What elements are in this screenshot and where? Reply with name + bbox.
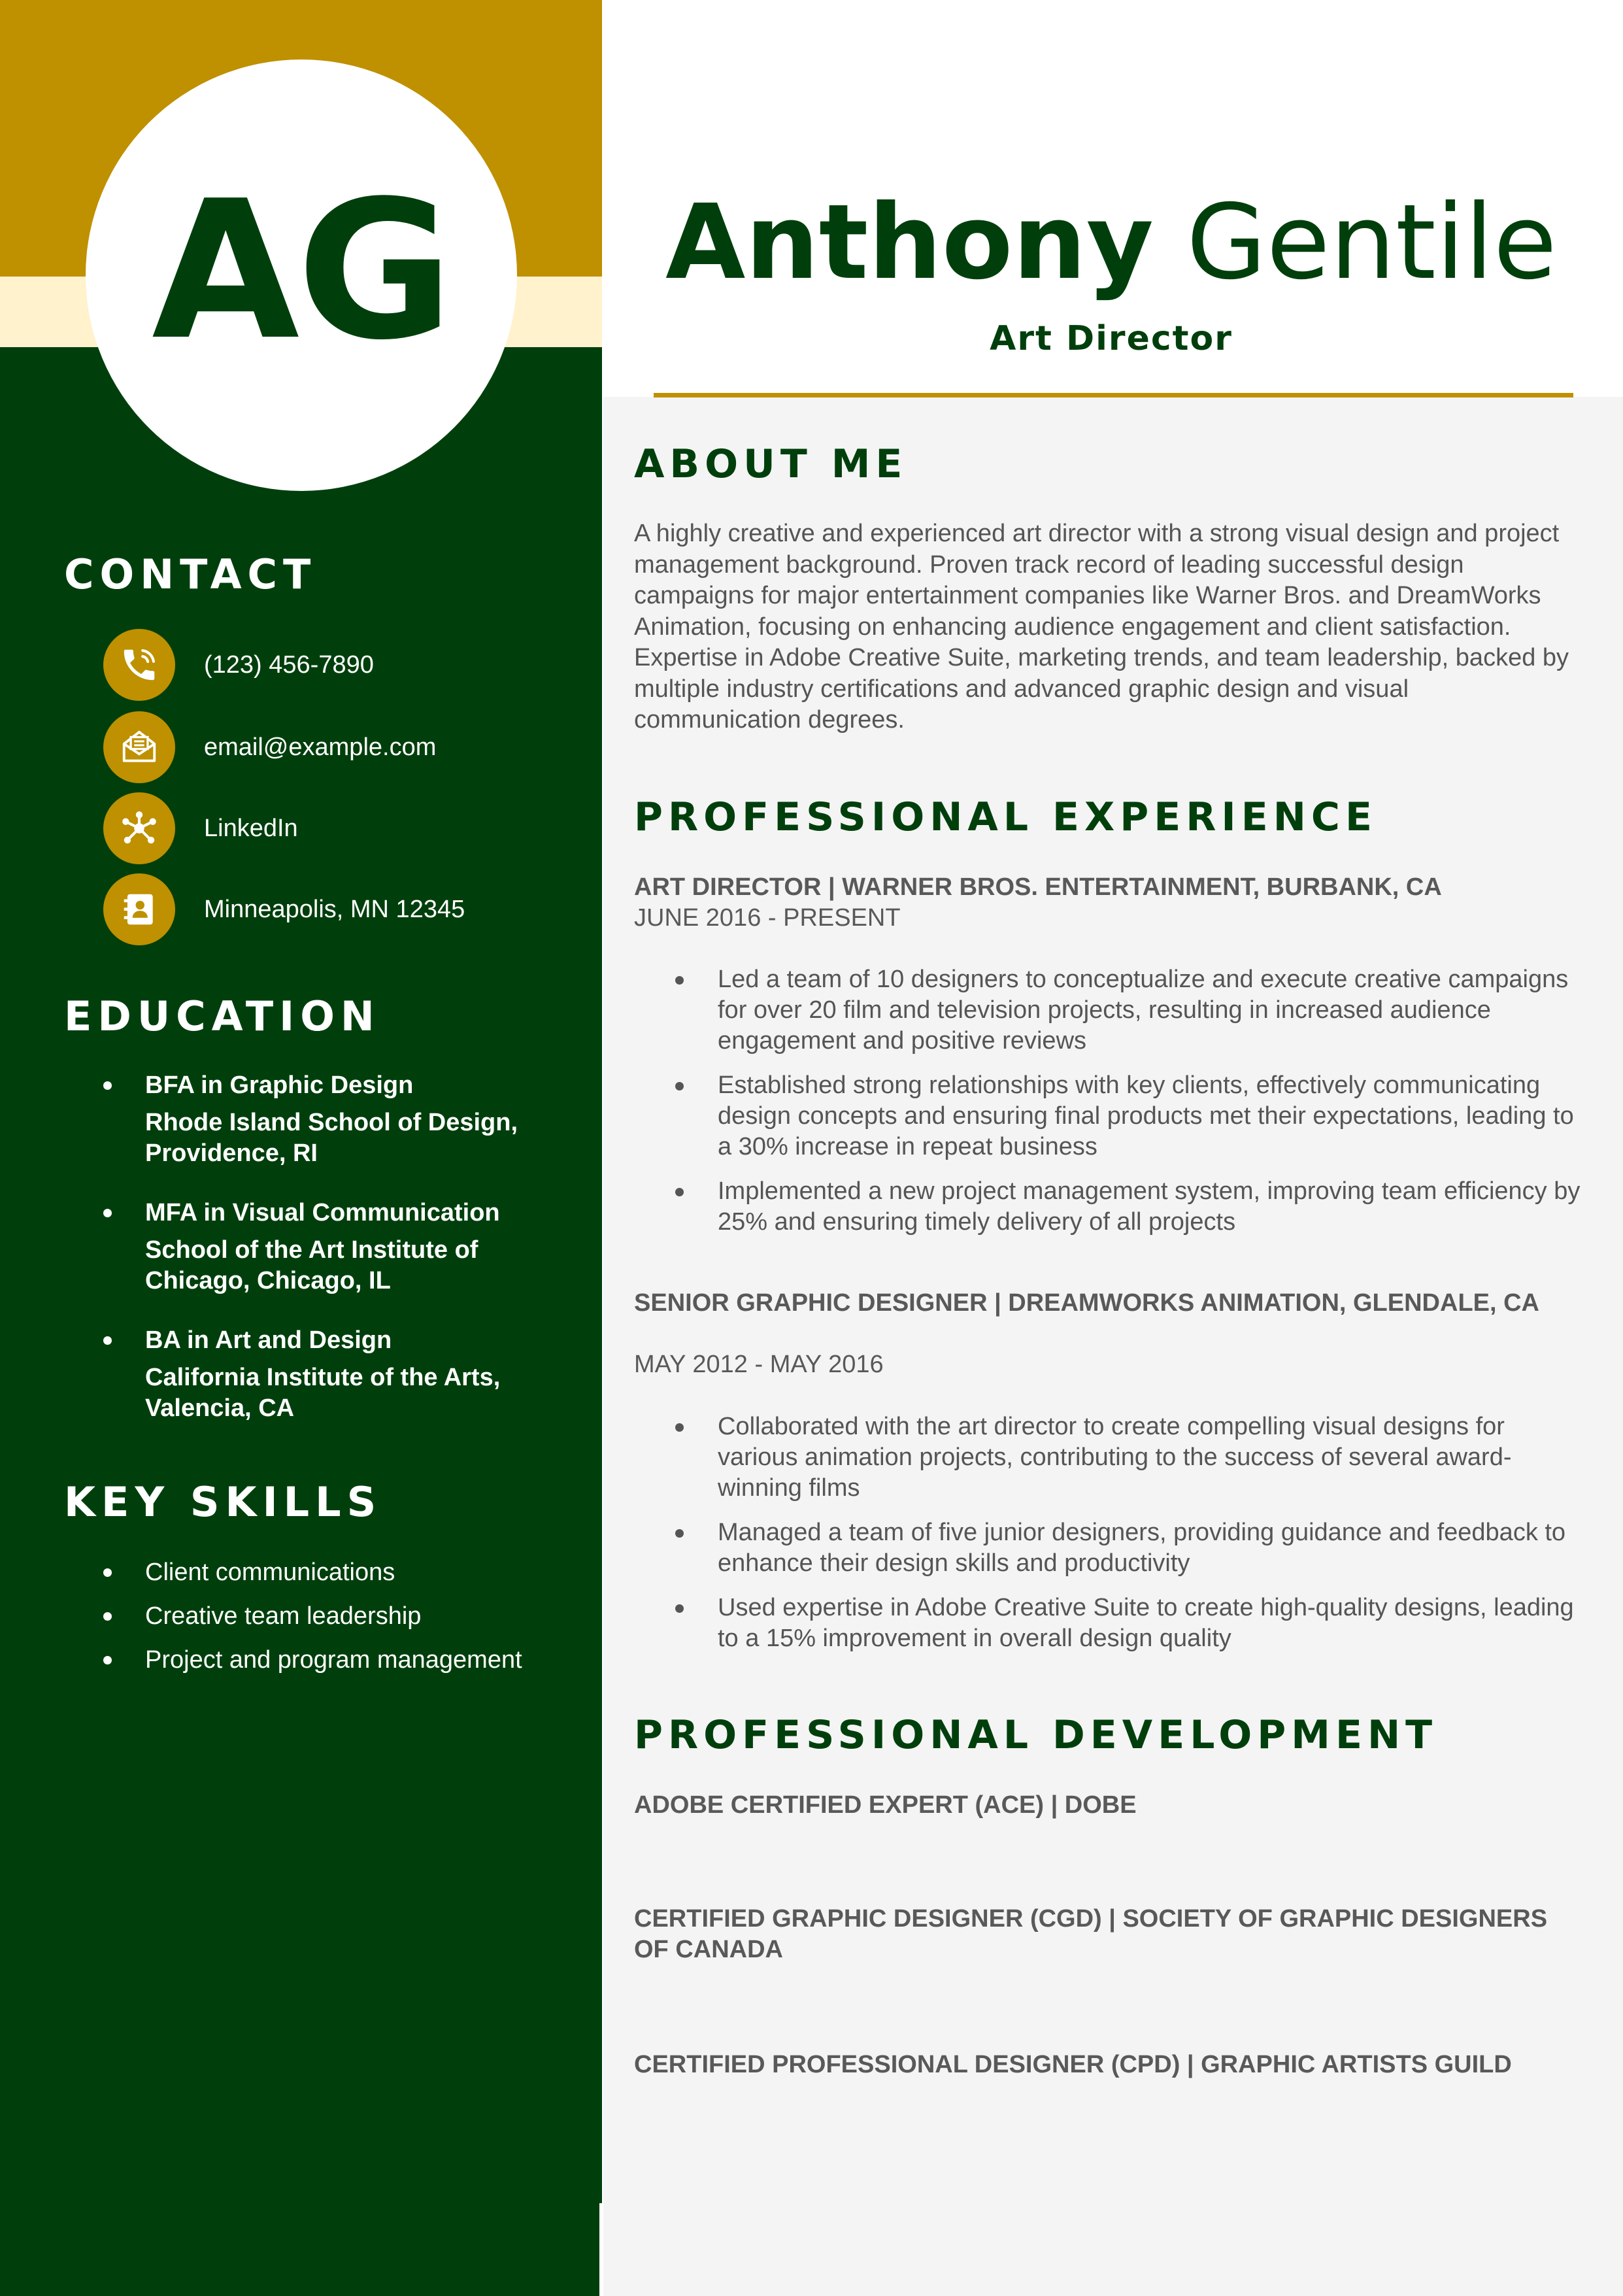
skill-item: Creative team leadership [99,1601,570,1631]
job-dates: MAY 2012 - MAY 2016 [634,1351,884,1378]
monogram-initials: AG [152,160,451,382]
education-heading: EDUCATION [64,992,380,1040]
contact-email-text[interactable]: email@example.com [204,734,437,761]
education-list [99,1070,570,1453]
job-bullets [673,964,1585,1251]
contact-heading: CONTACT [64,550,317,598]
certification-item: CERTIFIED PROFESSIONAL DESIGNER (CPD) | GRAPHIC ARTISTS GUILD [634,2051,1512,2078]
contact-phone [103,629,374,701]
education-item [99,1325,570,1424]
job-bullet: Established strong relationships with key clients, effectively communicating design concepts and ensuring final products met their expectations, leading to a 30% increase in repeat business [673,1070,1585,1162]
job-bullets [673,1411,1585,1668]
job-title-header: Art Director [990,319,1233,358]
education-item [99,1198,570,1296]
contact-linkedin [103,792,298,864]
job-bullet: Used expertise in Adobe Creative Suite to create high-quality designs, leading to a 15% improvement in overall design quality [673,1593,1585,1654]
certification-item: CERTIFIED GRAPHIC DESIGNER (CGD) | SOCIETY OF GRAPHIC DESIGNERS OF CANADA [634,1905,1548,1963]
last-name: Gentile [1186,182,1557,303]
skill-item: Project and program management [99,1645,570,1675]
contact-phone-text[interactable]: (123) 456-7890 [204,651,374,679]
phone-icon [103,629,175,701]
education-school: California Institute of the Arts, Valencia, CA [145,1364,501,1422]
contact-email [103,711,436,783]
education-school: Rhode Island School of Design, Providence, RI [145,1109,518,1167]
skills-heading: KEY SKILLS [64,1478,382,1526]
contact-linkedin-text[interactable]: LinkedIn [204,815,298,842]
education-school: School of the Art Institute of Chicago, Chicago, IL [145,1236,478,1294]
address-book-icon [103,873,175,945]
experience-heading: PROFESSIONAL EXPERIENCE [634,794,1377,840]
candidate-name [654,182,1569,303]
job-title: ART DIRECTOR | WARNER BROS. ENTERTAINMENT, BURBANK, CA [634,873,1442,901]
development-heading: PROFESSIONAL DEVELOPMENT [634,1712,1438,1758]
education-degree: MFA in Visual Communication [145,1199,500,1226]
education-item [99,1070,570,1169]
about-text: A highly creative and experienced art director with a strong visual design and project management background. Proven track record of leading successful design campaigns for major entertainment companies like Warner Bros. and DreamWorks Animation, focusing on enhancing audience engagement and client satisfaction. Expertise in Adobe Creative Suite, marketing trends, and team leadership, backed by multiple industry certifications and advanced graphic design and visual communication degrees. [634,520,1569,734]
skill-item: Client communications [99,1557,570,1587]
job-bullet: Managed a team of five junior designers, providing guidance and feedback to enhance their design skills and productivity [673,1517,1585,1579]
monogram-circle [86,59,517,491]
about-heading: ABOUT ME [634,441,908,487]
education-degree: BFA in Graphic Design [145,1072,414,1099]
first-name: Anthony [665,182,1154,303]
education-degree: BA in Art and Design [145,1326,392,1354]
network-icon [103,792,175,864]
contact-location-text: Minneapolis, MN 12345 [204,896,465,923]
job-title: SENIOR GRAPHIC DESIGNER | DREAMWORKS ANIMATION, GLENDALE, CA [634,1289,1539,1317]
skills-list [99,1557,570,1689]
certification-item: ADOBE CERTIFIED EXPERT (ACE) | DOBE [634,1791,1137,1819]
job-bullet: Led a team of 10 designers to conceptualize and execute creative campaigns for over 20 film and television projects, resulting in increased audience engagement and positive reviews [673,964,1585,1056]
envelope-icon [103,711,175,783]
contact-location [103,873,465,945]
job-bullet: Collaborated with the art director to create compelling visual designs for various animation projects, contributing to the success of several award-winning films [673,1411,1585,1504]
job-bullet: Implemented a new project management system, improving team efficiency by 25% and ensuring timely delivery of all projects [673,1176,1585,1238]
job-dates: JUNE 2016 - PRESENT [634,904,901,932]
header-divider [654,393,1573,397]
